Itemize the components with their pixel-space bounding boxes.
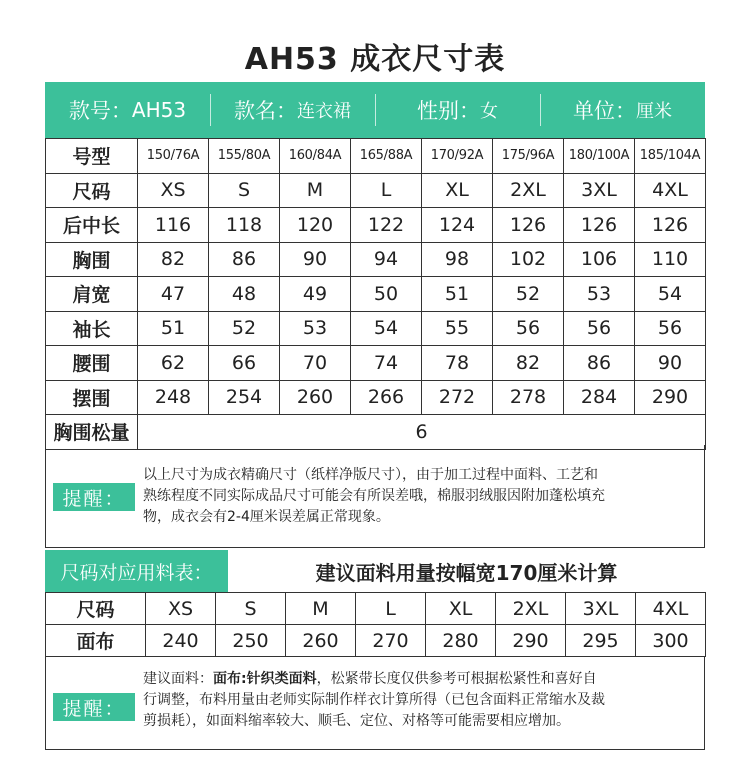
- size-table-row: [46, 139, 706, 174]
- fabric-amount-cell: 270: [356, 625, 426, 657]
- style-number-cell: [45, 82, 210, 138]
- size-cell: 82: [493, 346, 564, 381]
- row-label: 袖长: [46, 311, 138, 346]
- gender-value: 女: [480, 101, 498, 122]
- size-cell: 51: [138, 311, 209, 346]
- chest-ease-row: [46, 415, 706, 450]
- remark-2-line: 行调整，布料用量由老师实际制作样衣计算所得（已包含面料正常缩水及裁: [143, 692, 605, 708]
- fabric-size-cell: 3XL: [566, 593, 636, 625]
- remark-1-line: 以上尺寸为成衣精确尺寸（纸样净版尺寸），由于加工过程中面料、工艺和: [143, 467, 598, 483]
- size-cell: 82: [138, 242, 209, 277]
- row-label: 后中长: [46, 208, 138, 243]
- size-table-row: [46, 173, 706, 208]
- size-cell: 86: [209, 242, 280, 277]
- gender-label: 性别：: [417, 99, 480, 123]
- size-cell: 2XL: [493, 173, 564, 208]
- size-cell: 260: [280, 380, 351, 415]
- size-cell: 180/100A: [564, 139, 635, 174]
- size-cell: M: [280, 173, 351, 208]
- size-table-row: [46, 277, 706, 312]
- remark-2-line: [143, 669, 605, 690]
- size-cell: 56: [564, 311, 635, 346]
- size-table-body: [46, 139, 706, 450]
- size-cell: 126: [635, 208, 706, 243]
- size-cell: 118: [209, 208, 280, 243]
- fabric-size-cell: XS: [146, 593, 216, 625]
- remark-2-prefix: 建议面料：: [143, 671, 213, 687]
- fabric-amount-label: 面布: [46, 625, 146, 657]
- size-cell: 278: [493, 380, 564, 415]
- row-label: 号型: [46, 139, 138, 174]
- remark-2-rest: ，松紧带长度仅供参考可根据松紧性和喜好自: [316, 671, 597, 687]
- size-cell: 52: [493, 277, 564, 312]
- fabric-size-cell: 4XL: [636, 593, 706, 625]
- fabric-section-header: [45, 550, 705, 592]
- size-cell: 120: [280, 208, 351, 243]
- fabric-table: [45, 592, 706, 657]
- size-cell: 3XL: [564, 173, 635, 208]
- fabric-amount-cell: 295: [566, 625, 636, 657]
- fabric-amount-cell: 290: [496, 625, 566, 657]
- size-cell: 266: [351, 380, 422, 415]
- fabric-size-cell: S: [216, 593, 286, 625]
- row-label: 腰围: [46, 346, 138, 381]
- size-cell: 185/104A: [635, 139, 706, 174]
- size-table-row: [46, 346, 706, 381]
- size-cell: 106: [564, 242, 635, 277]
- page-title: AH53 成衣尺寸表: [244, 42, 506, 77]
- size-cell: 90: [280, 242, 351, 277]
- size-cell: 160/84A: [280, 139, 351, 174]
- size-cell: 94: [351, 242, 422, 277]
- reminder-badge-1: 提醒：: [53, 483, 135, 511]
- size-cell: 54: [635, 277, 706, 312]
- remark-2-line: 剪损耗），如面料缩率较大、顺毛、定位、对格等可能需要相应增加。: [143, 713, 570, 729]
- fabric-size-row: [46, 593, 706, 625]
- fabric-amount-row: [46, 625, 706, 657]
- size-cell: 98: [422, 242, 493, 277]
- size-cell: 51: [422, 277, 493, 312]
- row-label: 肩宽: [46, 277, 138, 312]
- row-label: 胸围: [46, 242, 138, 277]
- size-cell: 53: [564, 277, 635, 312]
- size-cell: 49: [280, 277, 351, 312]
- fabric-size-cell: XL: [426, 593, 496, 625]
- size-cell: 53: [280, 311, 351, 346]
- remark-1-text: [143, 465, 605, 528]
- row-label: 尺码: [46, 173, 138, 208]
- size-cell: 47: [138, 277, 209, 312]
- style-name-cell: [210, 82, 375, 138]
- remark-2-text: [143, 669, 605, 732]
- chest-ease-label: 胸围松量: [46, 415, 138, 450]
- size-cell: XL: [422, 173, 493, 208]
- fabric-size-label: 尺码: [46, 593, 146, 625]
- remark-2-bold: 面布:针织类面料: [213, 671, 317, 687]
- remark-box-1: [45, 445, 705, 548]
- size-cell: 78: [422, 346, 493, 381]
- header-bar: [45, 82, 705, 138]
- fabric-amount-cell: 240: [146, 625, 216, 657]
- size-cell: 55: [422, 311, 493, 346]
- size-cell: 155/80A: [209, 139, 280, 174]
- size-cell: 170/92A: [422, 139, 493, 174]
- size-cell: 50: [351, 277, 422, 312]
- size-cell: 126: [564, 208, 635, 243]
- chest-ease-value: 6: [138, 415, 706, 450]
- fabric-amount-cell: 280: [426, 625, 496, 657]
- size-cell: 150/76A: [138, 139, 209, 174]
- fabric-amount-cell: 300: [636, 625, 706, 657]
- size-cell: 66: [209, 346, 280, 381]
- size-table-row: [46, 242, 706, 277]
- size-cell: 70: [280, 346, 351, 381]
- style-number-label: 款号：: [68, 99, 132, 123]
- gender-cell: [375, 82, 540, 138]
- remark-1-line: 熟练程度不同实际成品尺寸可能会有所误差哦，棉服羽绒服因附加蓬松填充: [143, 488, 605, 504]
- fabric-amount-cell: 250: [216, 625, 286, 657]
- size-cell: 254: [209, 380, 280, 415]
- size-cell: L: [351, 173, 422, 208]
- size-cell: 110: [635, 242, 706, 277]
- unit-value: 厘米: [636, 101, 672, 122]
- size-table-row: [46, 380, 706, 415]
- size-cell: 48: [209, 277, 280, 312]
- fabric-size-cell: M: [286, 593, 356, 625]
- size-cell: 272: [422, 380, 493, 415]
- size-cell: 175/96A: [493, 139, 564, 174]
- style-number-value: AH53: [131, 98, 187, 122]
- unit-cell: [540, 82, 705, 138]
- size-cell: 165/88A: [351, 139, 422, 174]
- size-cell: 54: [351, 311, 422, 346]
- size-cell: 126: [493, 208, 564, 243]
- size-cell: 248: [138, 380, 209, 415]
- size-cell: 102: [493, 242, 564, 277]
- size-cell: 74: [351, 346, 422, 381]
- style-name-label: 款名：: [234, 99, 297, 123]
- size-cell: S: [209, 173, 280, 208]
- size-cell: XS: [138, 173, 209, 208]
- reminder-badge-2: 提醒：: [53, 693, 135, 721]
- size-cell: 56: [635, 311, 706, 346]
- row-label: 摆围: [46, 380, 138, 415]
- remark-box-2: [45, 656, 705, 750]
- size-cell: 116: [138, 208, 209, 243]
- size-cell: 62: [138, 346, 209, 381]
- fabric-size-cell: 2XL: [496, 593, 566, 625]
- style-name-value: 连衣裙: [297, 101, 351, 122]
- size-cell: 56: [493, 311, 564, 346]
- size-table: [45, 138, 706, 450]
- size-cell: 4XL: [635, 173, 706, 208]
- remark-1-line: 物，成衣会有2-4厘米误差属正常现象。: [143, 509, 390, 525]
- fabric-size-cell: L: [356, 593, 426, 625]
- size-cell: 90: [635, 346, 706, 381]
- size-table-row: [46, 311, 706, 346]
- unit-label: 单位：: [573, 99, 636, 123]
- size-cell: 52: [209, 311, 280, 346]
- fabric-section-label: 尺码对应用料表：: [45, 550, 228, 592]
- size-cell: 284: [564, 380, 635, 415]
- size-table-row: [46, 208, 706, 243]
- size-cell: 290: [635, 380, 706, 415]
- fabric-section-note: 建议面料用量按幅宽170厘米计算: [315, 560, 618, 585]
- size-cell: 122: [351, 208, 422, 243]
- size-cell: 86: [564, 346, 635, 381]
- size-cell: 124: [422, 208, 493, 243]
- fabric-amount-cell: 260: [286, 625, 356, 657]
